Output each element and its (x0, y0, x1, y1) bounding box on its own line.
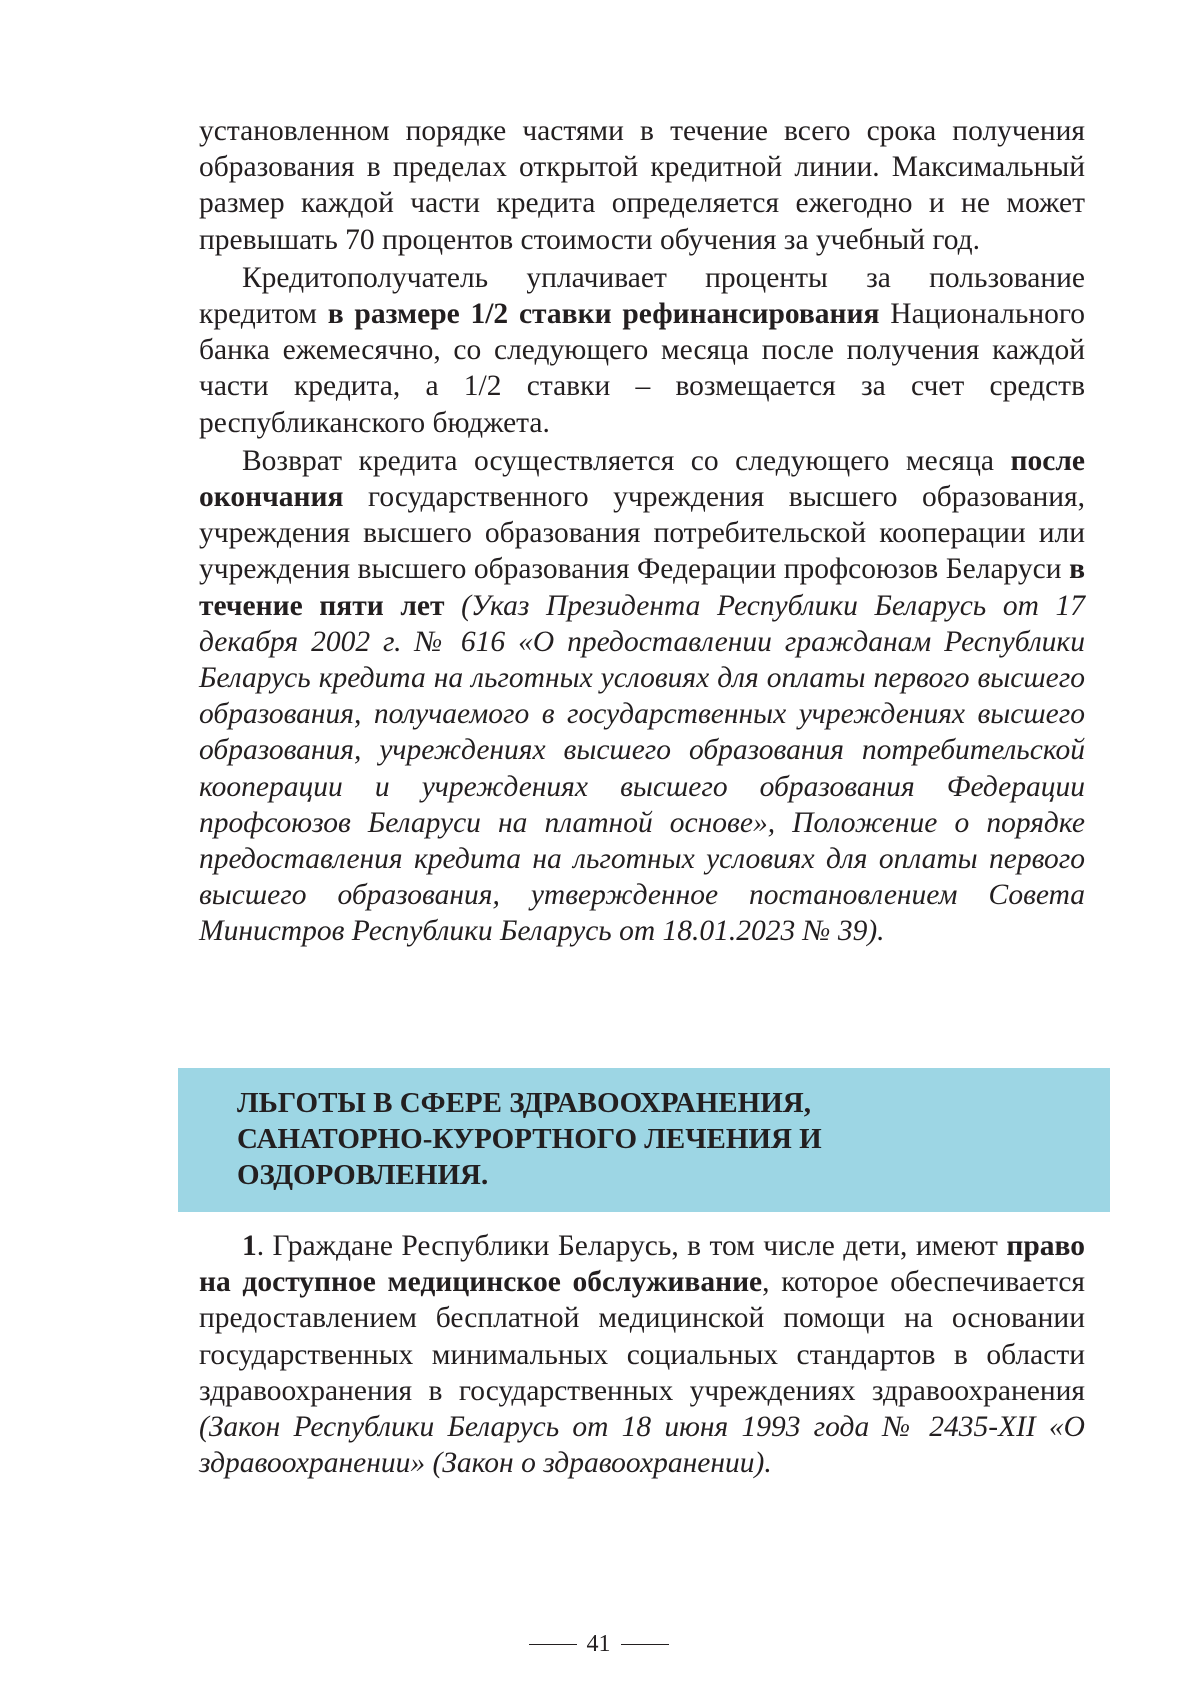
bold-emphasis: после окончания (199, 444, 1085, 514)
paragraph-text: Возврат кредита осуществляется со следующего месяца (242, 444, 1011, 477)
legal-reference: (Закон Республики Беларусь от 18 июня 1993 года № 2435-XII «О здравоохранении» (Закон о здравоохранении). (199, 1411, 1085, 1480)
paragraph-credit-parts (199, 113, 1085, 258)
paragraph-interest (199, 260, 1085, 441)
footer-dash-right (621, 1644, 669, 1645)
section-title-line: ЛЬГОТЫ В СФЕРЕ ЗДРАВООХРАНЕНИЯ, (237, 1087, 811, 1119)
item-number: 1 (242, 1230, 257, 1262)
legal-reference: (Указ Президента Республики Беларусь от 17 декабря 2002 г. № 616 «О предоставлении гражданам Республики Беларусь кредита на льготных условиях для оплаты первого высшего образования, получаемого в государственных учреждениях высшего образования, учреждениях высшего образования потребительской кооперации и учреждениях высшего образования Федерации профсоюзов Беларуси на платной основе», Положение о порядке предоставления кредита на льготных условиях для оплаты первого высшего образования, утвержденное постановлением Совета Министров Республики Беларусь от 18.01.2023 № 39). (199, 589, 1085, 948)
paragraph-text: Национального банка ежемесячно, со следующего месяца после получения каждой части кредита, а 1/2 ставки – возмещается за счет средств республиканского бюджета. (199, 298, 1085, 439)
footer-dash-left (529, 1644, 577, 1645)
paragraph-text: государственного учреждения высшего образования, учреждения высшего образования потребительской кооперации или учреждения высшего образования Федерации профсоюзов Беларуси (199, 481, 1085, 586)
paragraph-text: . Граждане Республики Беларусь, в том числе дети, имеют (256, 1230, 1007, 1262)
page-footer (0, 1631, 1197, 1658)
paragraph-text: , которое обеспечивается предоставлением бесплатной медицинской помощи на основании государственных минимальных социальных стандартов в области здравоохранения в государственных учреждениях здравоохранения (199, 1266, 1085, 1407)
paragraph-healthcare-right (199, 1228, 1085, 1481)
healthcare-text (199, 1228, 1085, 1481)
education-credit-text (199, 113, 1085, 950)
section-banner (178, 1068, 1110, 1212)
paragraph-repayment (199, 443, 1085, 950)
section-title-line: САНАТОРНО-КУРОРТНОГО ЛЕЧЕНИЯ И (237, 1123, 822, 1155)
bold-emphasis: в размере 1/2 ставки рефинансирования (327, 298, 880, 331)
bold-emphasis: право на доступное медицинское обслуживание (199, 1230, 1085, 1299)
bold-emphasis: в течение пяти лет (199, 553, 1085, 622)
paragraph-text: Кредитополучатель уплачивает проценты за пользование кредитом (199, 261, 1085, 331)
section-title (237, 1085, 1057, 1193)
paragraph-text: установленном порядке частями в течение всего срока получения образования в пределах открытой кредитной линии. Максимальный размер каждой части кредита определяется ежегодно и не может превышать 70 процентов стоимости обучения за учебный год. (199, 115, 1085, 256)
page-number: 41 (586, 1631, 611, 1657)
section-title-line: ОЗДОРОВЛЕНИЯ. (237, 1159, 489, 1191)
